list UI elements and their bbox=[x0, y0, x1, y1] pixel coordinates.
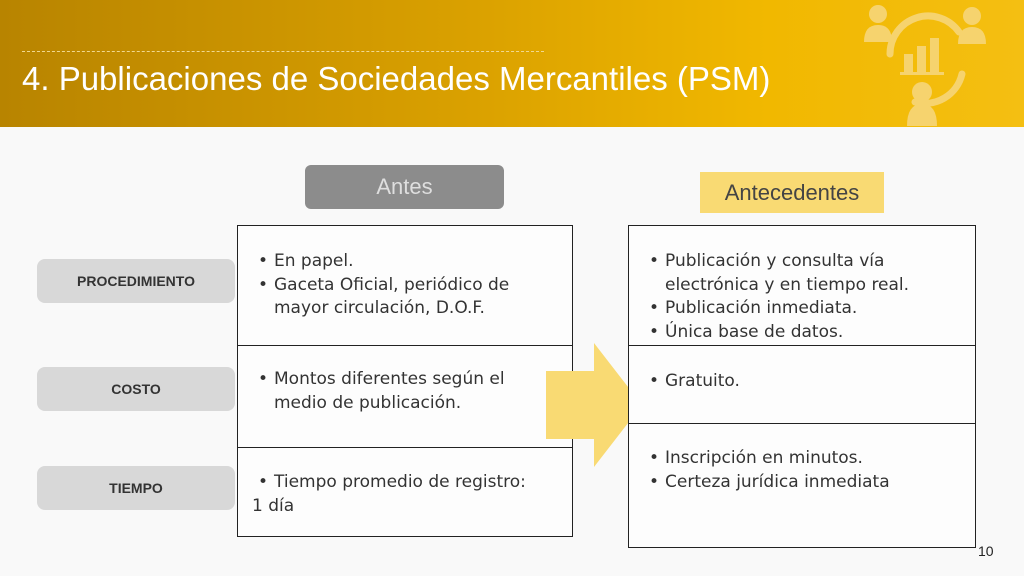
row-label-tiempo: TIEMPO bbox=[37, 466, 235, 510]
list-item: • Inscripción en minutos. bbox=[639, 447, 965, 471]
antes-table bbox=[237, 225, 573, 537]
list-item: • Única base de datos. bbox=[639, 321, 965, 345]
antes-cell-costo bbox=[238, 346, 572, 448]
row-label-procedimiento: PROCEDIMIENTO bbox=[37, 259, 235, 303]
antes-cell-procedimiento bbox=[238, 226, 572, 346]
list-item: • Gaceta Oficial, periódico de mayor circulación, D.O.F. bbox=[248, 274, 562, 321]
list-item: • Certeza jurídica inmediata bbox=[639, 471, 965, 495]
antes-cell-tiempo bbox=[238, 448, 572, 536]
antecedentes-cell-tiempo bbox=[629, 424, 975, 547]
list-item: • Publicación y consulta vía electrónica y en tiempo real. bbox=[639, 250, 965, 297]
antecedentes-table bbox=[628, 225, 976, 548]
list-item: • Montos diferentes según el medio de publicación. bbox=[248, 368, 562, 415]
title-banner bbox=[0, 0, 1024, 127]
page-title: 4. Publicaciones de Sociedades Mercantiles (PSM) bbox=[22, 60, 771, 97]
list-item: • Tiempo promedio de registro: bbox=[248, 471, 562, 495]
antecedentes-cell-costo bbox=[629, 346, 975, 424]
list-item: • En papel. bbox=[248, 250, 562, 274]
column-label-antes: Antes bbox=[305, 165, 504, 209]
page-number: 10 bbox=[978, 543, 994, 559]
antecedentes-cell-procedimiento bbox=[629, 226, 975, 346]
row-label-costo: COSTO bbox=[37, 367, 235, 411]
list-item: • Gratuito. bbox=[639, 370, 965, 394]
time-value: 1 día bbox=[252, 495, 295, 516]
dashed-divider bbox=[22, 51, 544, 52]
list-item: • Publicación inmediata. bbox=[639, 297, 965, 321]
column-label-antecedentes: Antecedentes bbox=[700, 172, 884, 213]
people-chart-icon bbox=[860, 2, 990, 127]
